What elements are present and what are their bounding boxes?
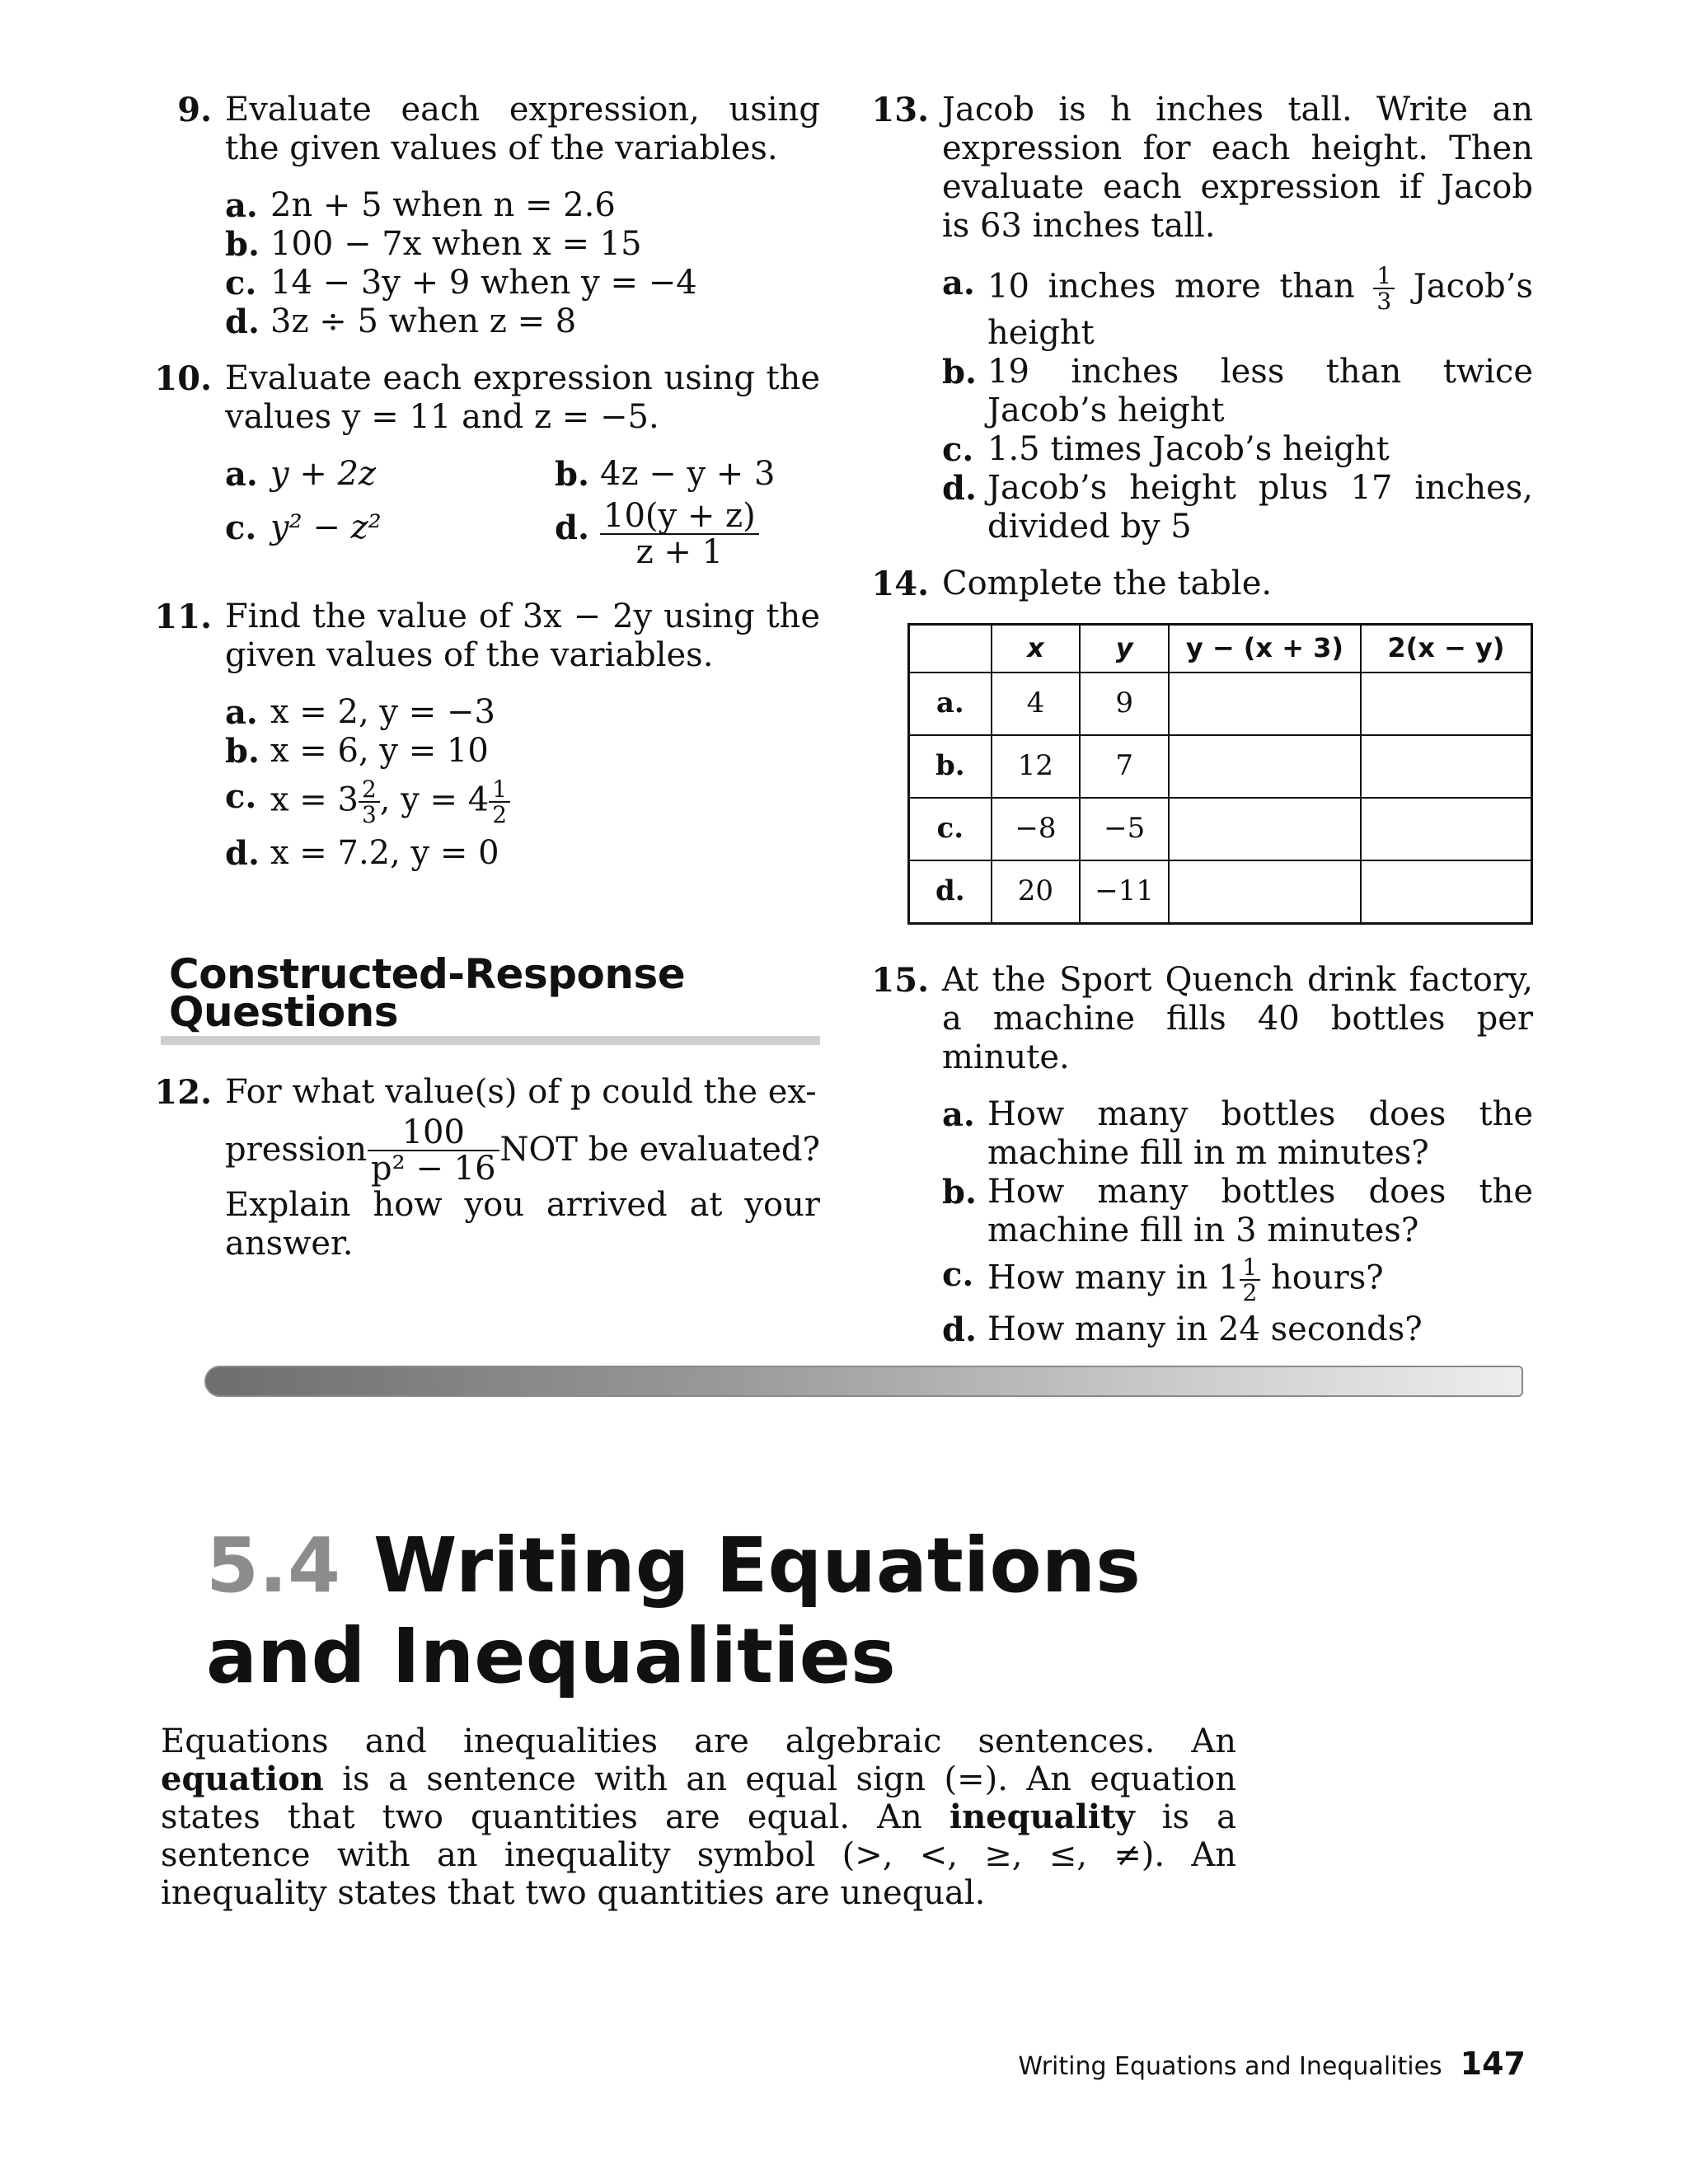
cell-y: 9 <box>1080 673 1169 735</box>
left-column <box>154 91 820 1263</box>
problem-text: Jacob is h inches tall. Write an expression for each height. Then evaluate each expression if Jacob is 63 inches tall. <box>942 91 1533 245</box>
sub-items <box>225 693 820 873</box>
sub-text: How many bottles does the machine fill in m minutes? <box>987 1094 1533 1172</box>
problem-9 <box>161 91 820 341</box>
table-header-row <box>909 624 1532 673</box>
column-header <box>1080 624 1169 673</box>
sub-text: 10 inches more than <box>987 267 1355 306</box>
heading-line: Constructed-Response <box>169 949 686 998</box>
running-title: Writing Equations and Inequalities <box>1018 2052 1442 2081</box>
sub-items <box>225 186 820 341</box>
sub-label: b. <box>225 225 260 264</box>
problem-15 <box>871 960 1533 1349</box>
sub-item <box>225 777 820 827</box>
fraction-numerator: 1 <box>1373 264 1395 289</box>
problem-13 <box>871 91 1533 546</box>
problem-text: pression <box>225 1131 368 1169</box>
sub-items <box>942 1095 1533 1349</box>
sub-item <box>942 264 1533 353</box>
heading-rule <box>161 1036 820 1045</box>
sub-text: x = 6, y = 10 <box>270 732 489 770</box>
sub-label: b. <box>555 455 589 494</box>
spacer <box>161 1045 820 1073</box>
values-table <box>907 623 1533 925</box>
problem-11 <box>154 598 820 873</box>
sub-item <box>555 455 820 494</box>
sub-label: a. <box>942 1094 975 1134</box>
sub-text: Jacob’s height plus 17 inches, divided by 5 <box>987 468 1533 546</box>
sub-label: b. <box>225 732 260 771</box>
intro-text: is a sentence with an equal sign (=). An equation states that two quantities are equal. An <box>161 1760 1236 1836</box>
sub-label: c. <box>942 1254 974 1294</box>
answer-cell[interactable] <box>1169 798 1361 860</box>
problem-number: 10. <box>154 359 212 398</box>
row-label: b. <box>909 735 992 798</box>
fraction-denominator: p² − 16 <box>371 1149 496 1188</box>
table-row <box>909 735 1532 798</box>
fraction-numerator: 2 <box>359 777 380 803</box>
sub-text: 1.5 times Jacob’s height <box>987 429 1390 468</box>
sub-text: 100 − 7x when x = 15 <box>270 225 642 263</box>
section-title-text: Writing Equations <box>373 1521 1141 1610</box>
problem-text: Evaluate each expression using the values y = 11 and z = −5. <box>225 359 820 436</box>
cell-x: 20 <box>992 860 1081 924</box>
sub-text: How many bottles does the machine fill in 3 minutes? <box>987 1172 1533 1249</box>
intro-text: Equations and inequalities are algebraic sentences. An <box>161 1722 1236 1760</box>
sub-text: How many in 1 <box>987 1258 1240 1297</box>
problem-text: Explain how you arrived at your answer. <box>225 1185 820 1263</box>
column-header: 2(x − y) <box>1361 624 1532 673</box>
sub-label: d. <box>942 468 977 508</box>
spacer <box>161 341 820 359</box>
sub-label: d. <box>942 1310 977 1349</box>
cell-x: −8 <box>992 798 1081 860</box>
sub-text: , y = 4 <box>379 780 490 819</box>
sub-label: a. <box>225 186 258 225</box>
fraction <box>489 777 510 827</box>
cell-y: 7 <box>1080 735 1169 798</box>
sub-label: c. <box>225 264 257 302</box>
problem-text: Find the value of 3x − 2y using the given values of the variables. <box>225 598 820 674</box>
sub-label: d. <box>225 833 260 873</box>
sub-item <box>555 499 820 569</box>
section-title-line: and Inequalities <box>206 1612 896 1700</box>
problem-text: Evaluate each expression, using the given values of the variables. <box>225 91 820 167</box>
fraction <box>1240 1255 1261 1305</box>
answer-cell[interactable] <box>1169 860 1361 924</box>
sub-item <box>942 430 1533 469</box>
sub-item <box>942 469 1533 546</box>
column-header <box>992 624 1081 673</box>
answer-cell[interactable] <box>1361 798 1532 860</box>
sub-item <box>942 1310 1533 1349</box>
problem-text: NOT be evaluated? <box>499 1131 820 1169</box>
constructed-response-heading <box>169 949 820 1045</box>
sub-item <box>225 264 820 302</box>
problem-12 <box>154 1072 820 1263</box>
sub-text: x = 2, y = −3 <box>270 693 495 731</box>
fraction-denominator: 2 <box>1242 1279 1258 1307</box>
page-footer <box>1018 2046 1526 2082</box>
cell-x: 12 <box>992 735 1081 798</box>
intro-text: is a sentence with an inequality symbol (>, <, ≥, ≤, ≠). An inequality states that two quantities are unequal. <box>161 1798 1236 1912</box>
sub-label: b. <box>942 352 977 391</box>
answer-cell[interactable] <box>1169 735 1361 798</box>
sub-item <box>225 834 820 873</box>
problem-10 <box>154 359 820 571</box>
heading-line: Questions <box>169 987 399 1036</box>
table-row <box>909 673 1532 735</box>
sub-label: b. <box>942 1172 977 1212</box>
sub-text: How many in 24 seconds? <box>987 1310 1423 1348</box>
answer-cell[interactable] <box>1361 673 1532 735</box>
sub-text: y + 2z <box>270 455 377 493</box>
sub-item <box>225 186 820 225</box>
fraction-numerator: 100 <box>368 1115 499 1151</box>
page-number: 147 <box>1460 2046 1526 2082</box>
cell-x: 4 <box>992 673 1081 735</box>
header-text: y <box>1115 632 1133 664</box>
sub-text: x = 3 <box>270 780 359 819</box>
sub-label: c. <box>225 509 257 547</box>
fraction-denominator: z + 1 <box>635 533 724 571</box>
section-title <box>206 1521 1360 1702</box>
section-title-line <box>206 1521 1360 1611</box>
fraction-numerator: 1 <box>489 777 510 803</box>
sub-label: a. <box>942 264 975 302</box>
sub-item <box>942 353 1533 430</box>
column-header <box>909 624 992 673</box>
sub-text: hours? <box>1271 1258 1384 1297</box>
term-equation: equation <box>161 1760 324 1798</box>
sub-items <box>225 455 820 569</box>
column-header: y − (x + 3) <box>1169 624 1361 673</box>
sub-row <box>225 499 820 569</box>
sub-label: c. <box>942 429 974 469</box>
sub-label: d. <box>555 509 589 547</box>
sub-text: 3z ÷ 5 when z = 8 <box>270 302 577 340</box>
problem-number: 13. <box>871 91 929 129</box>
problem-number: 15. <box>871 960 929 1000</box>
cell-y: −5 <box>1080 798 1169 860</box>
sub-label: c. <box>225 777 257 816</box>
fraction <box>1373 264 1395 314</box>
row-label: d. <box>909 860 992 924</box>
sub-item <box>942 1173 1533 1250</box>
fraction-denominator: 3 <box>361 801 377 829</box>
row-label: c. <box>909 798 992 860</box>
problem-number: 12. <box>154 1072 212 1112</box>
fraction-denominator: 3 <box>1376 288 1392 316</box>
fraction-numerator: 10(y + z) <box>600 499 759 535</box>
sub-label: a. <box>225 693 258 732</box>
sub-item <box>225 455 555 494</box>
sub-items <box>942 264 1533 546</box>
spacer <box>161 569 820 598</box>
problem-14 <box>871 564 1533 603</box>
sub-label: d. <box>225 302 260 341</box>
fraction <box>359 777 380 827</box>
problem-number: 14. <box>871 564 929 603</box>
term-inequality: inequality <box>949 1797 1135 1836</box>
table-row <box>909 860 1532 924</box>
fraction <box>600 499 759 569</box>
sub-text: 19 inches less than twice Jacob’s height <box>987 352 1533 429</box>
sub-text: 2n + 5 when n = 2.6 <box>270 186 616 224</box>
fraction <box>368 1115 499 1186</box>
answer-cell[interactable] <box>1361 735 1532 798</box>
table-row <box>909 798 1532 860</box>
problem-text: At the Sport Quench drink factory, a machine fills 40 bottles per minute. <box>942 960 1533 1076</box>
sub-label: a. <box>225 455 258 494</box>
sub-item <box>942 1095 1533 1173</box>
spacer <box>878 546 1533 565</box>
section-number: 5.4 <box>206 1521 340 1610</box>
fraction-numerator: 1 <box>1240 1255 1261 1281</box>
intro-paragraph <box>161 1722 1236 1912</box>
answer-cell[interactable] <box>1169 673 1361 735</box>
cell-y: −11 <box>1080 860 1169 924</box>
section-divider-bar <box>204 1366 1523 1397</box>
sub-text: x = 7.2, y = 0 <box>270 833 499 872</box>
spacer <box>878 925 1533 961</box>
answer-cell[interactable] <box>1361 860 1532 924</box>
fraction-denominator: 2 <box>492 801 508 829</box>
sub-text: 4z − y + 3 <box>600 455 776 493</box>
sub-text: 14 − 3y + 9 when y = −4 <box>270 264 697 302</box>
row-label: a. <box>909 673 992 735</box>
sub-item <box>225 732 820 771</box>
sub-item <box>225 499 555 569</box>
sub-row <box>225 455 820 494</box>
problem-line <box>225 1115 820 1186</box>
header-text: x <box>1027 632 1044 664</box>
problem-number: 11. <box>154 598 212 636</box>
sub-item <box>225 693 820 732</box>
sub-text: y² − z² <box>270 509 382 546</box>
sub-item <box>225 225 820 264</box>
sub-item <box>942 1255 1533 1305</box>
sub-text: Jacob’s height <box>987 267 1533 352</box>
problem-text: For what value(s) of p could the ex- <box>225 1072 817 1111</box>
problem-number: 9. <box>177 91 212 129</box>
problem-text: Complete the table. <box>942 564 1273 602</box>
right-column <box>871 91 1533 1349</box>
sub-item <box>225 302 820 341</box>
